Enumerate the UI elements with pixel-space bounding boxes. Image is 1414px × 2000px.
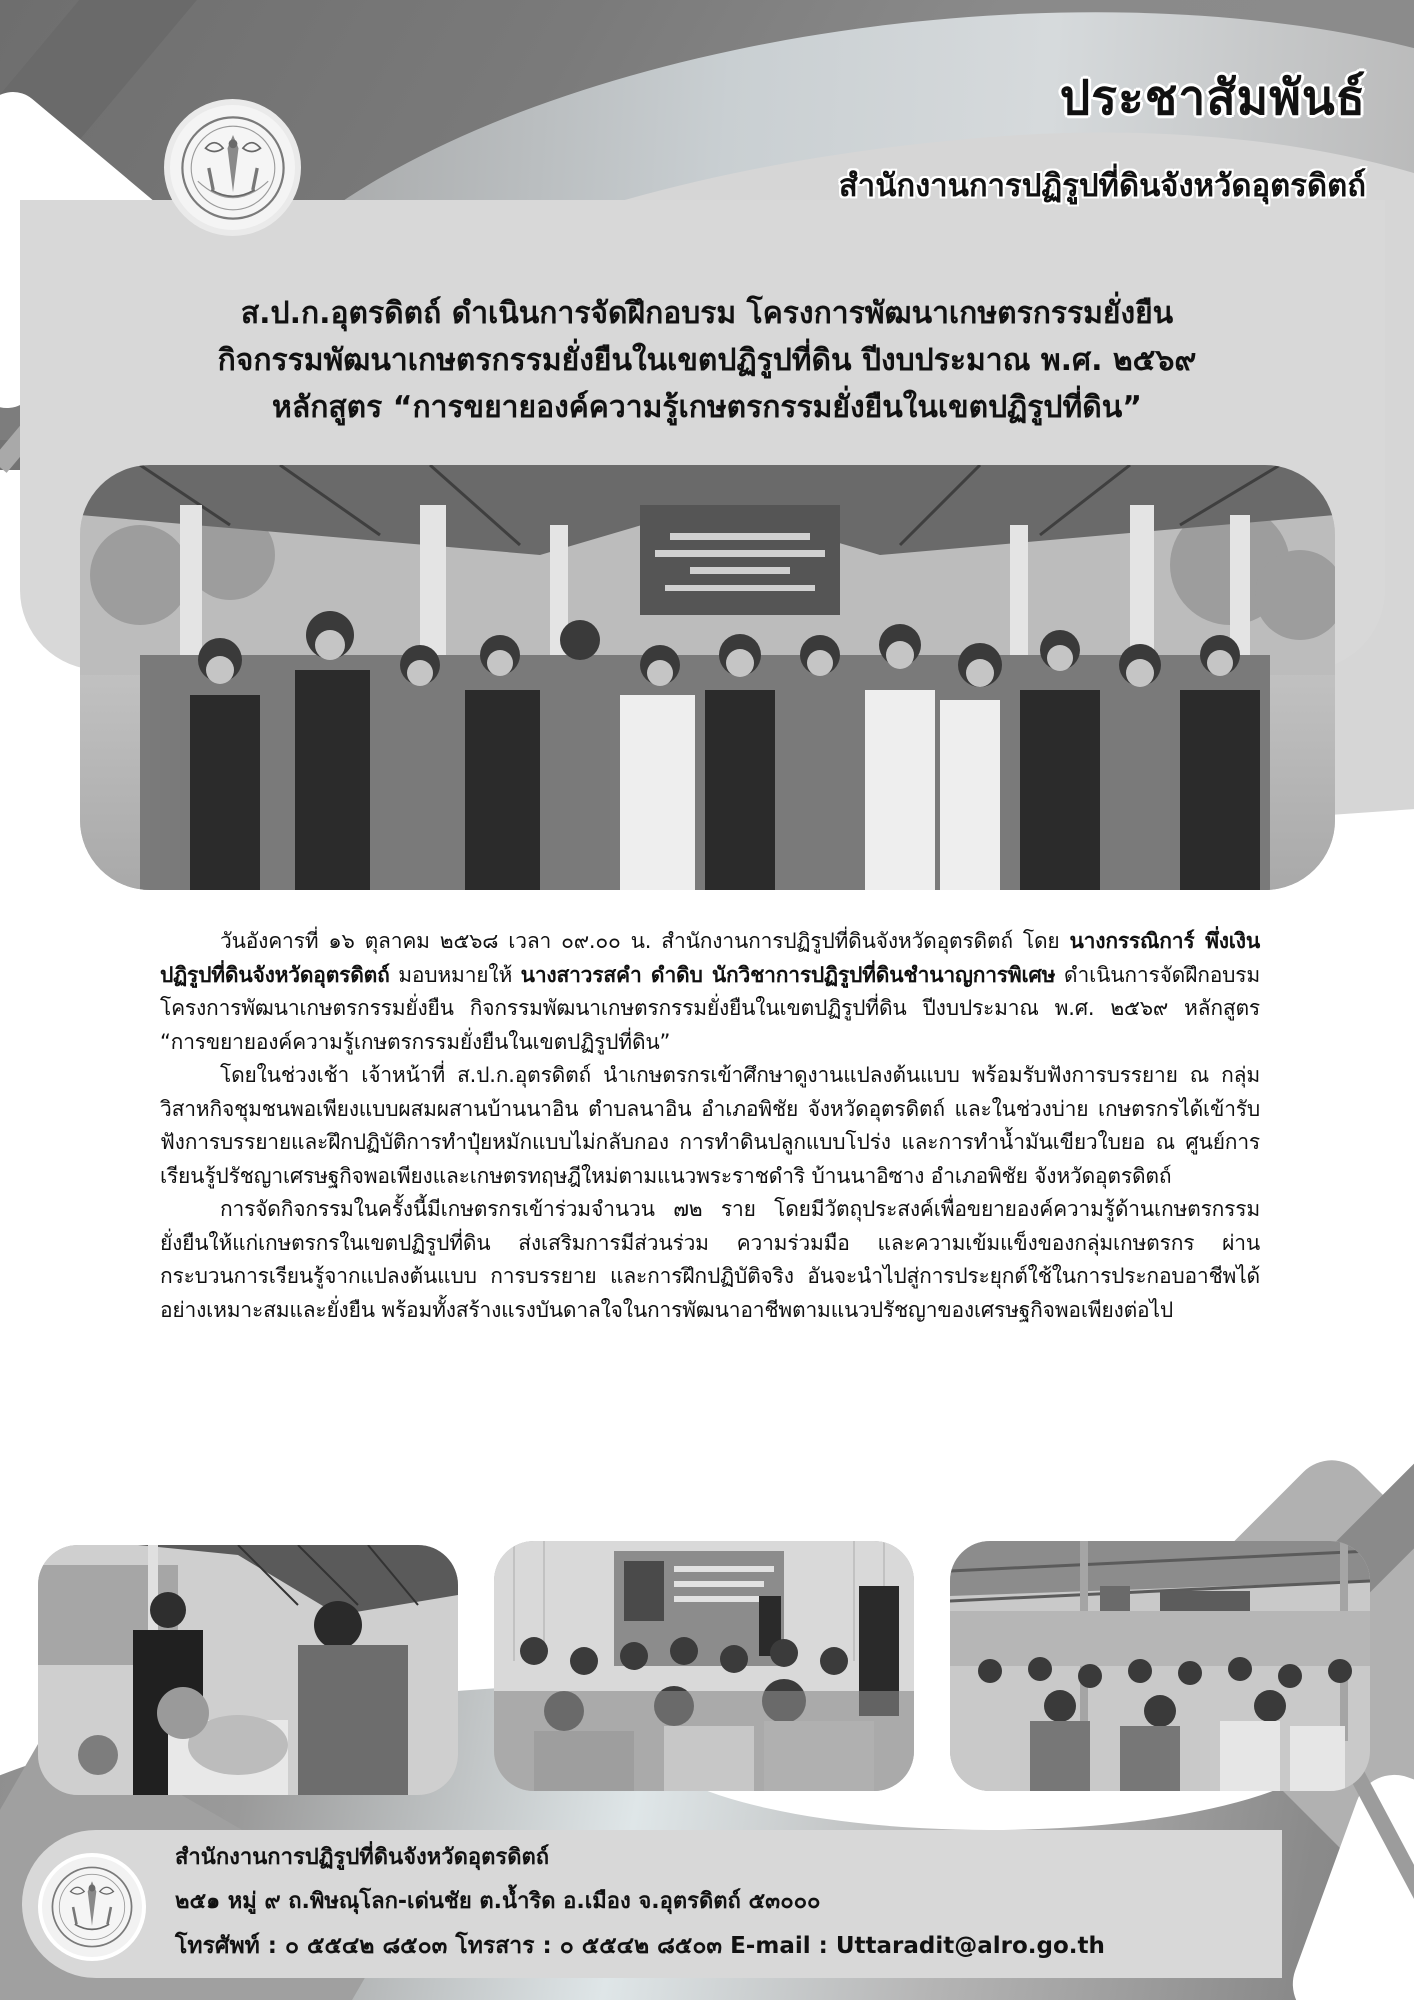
photo-3-image xyxy=(950,1541,1370,1791)
paragraph-1-text-c: ดำเนินการจัดฝึกอบรมโครงการพัฒนาเกษตรกรรมยั่งยืน กิจกรรมพัฒนาเกษตรกรรมยั่งยืนในเขตปฏิรูปที่ดิน ปีงบประมาณ พ.ศ. ๒๕๖๙ หลักสูตร “การขยายองค์ความรู้เกษตรกรรมยั่งยืนในเขตปฏิรูปที่ดิน” xyxy=(160,962,1260,1054)
main-group-photo xyxy=(80,465,1335,890)
paragraph-2: โดยในช่วงเช้า เจ้าหน้าที่ ส.ป.ก.อุตรดิตถ์ นำเกษตรกรเข้าศึกษาดูงานแปลงต้นแบบ พร้อมรับฟังการบรรยาย ณ กลุ่มวิสาหกิจชุมชนพอเพียงแบบผสมผสานบ้านนาอิน ตำบลนาอิน อำเภอพิชัย จังหวัดอุตรดิตถ์ และในช่วงบ่าย เกษตรกรได้เข้ารับฟังการบรรยายและฝึกปฏิบัติการทำปุ๋ยหมักแบบไม่กลับกอง การทำดินปลูกแบบโปร่ง และการทำน้ำมันเขียวใบยอ ณ ศูนย์การเรียนรู้ปรัชญาเศรษฐกิจพอเพียงและเกษตรทฤษฎีใหม่ตามแนวพระราชดำริ บ้านนาอิซาง อำเภอพิชัย จังหวัดอุตรดิตถ์ xyxy=(160,1063,1260,1188)
footer-contact: โทรศัพท์ : ๐ ๕๕๔๒ ๘๕๐๓ โทรสาร : ๐ ๕๕๔๒ ๘๕๐๓ E-mail : Uttaradit@alro.go.th xyxy=(175,1933,1105,1959)
group-photo-image xyxy=(80,465,1335,890)
article-body xyxy=(160,925,1260,1327)
photo-2-image xyxy=(494,1541,914,1791)
footer-org-name: สำนักงานการปฏิรูปที่ดินจังหวัดอุตรดิตถ์ xyxy=(175,1845,550,1870)
paragraph-1-text-b: มอบหมายให้ xyxy=(389,962,521,987)
paragraph-1-text-a: วันอังคารที่ ๑๖ ตุลาคม ๒๕๖๘ เวลา ๐๙.๐๐ น. สำนักงานการปฏิรูปที่ดินจังหวัดอุตรดิตถ์ โดย xyxy=(220,929,1070,953)
photo-1-image xyxy=(38,1545,458,1795)
headline xyxy=(100,290,1314,431)
photo-pavilion-audience xyxy=(950,1541,1370,1791)
headline-line-1: ส.ป.ก.อุตรดิตถ์ ดำเนินการจัดฝึกอบรม โครงการพัฒนาเกษตรกรรมยั่งยืน xyxy=(240,296,1174,331)
header-title: ประชาสัมพันธ์ xyxy=(1059,70,1366,126)
footer-seal-graphic xyxy=(49,1864,135,1950)
headline-line-3: หลักสูตร “การขยายองค์ความรู้เกษตรกรรมยั่งยืนในเขตปฏิรูปที่ดิน” xyxy=(272,390,1142,425)
paragraph-1 xyxy=(160,925,1260,1059)
alro-seal-icon xyxy=(170,105,295,230)
footer-contact-block xyxy=(175,1836,1105,1968)
footer-address: ๒๕๑ หมู่ ๙ ถ.พิษณุโลก-เด่นชัย ต.น้ำริด อ.เมือง จ.อุตรดิตถ์ ๕๓๐๐๐ xyxy=(175,1889,821,1914)
photo-lecture-hall xyxy=(494,1541,914,1791)
alro-seal-icon xyxy=(42,1857,142,1957)
header-subtitle: สำนักงานการปฏิรูปที่ดินจังหวัดอุตรดิตถ์ xyxy=(838,168,1366,204)
officer-name: นางสาวรสคำ ดำดิบ นักวิชาการปฏิรูปที่ดินชำนาญการพิเศษ xyxy=(520,962,1056,987)
photo-cooking-practice xyxy=(38,1545,458,1795)
headline-line-2: กิจกรรมพัฒนาเกษตรกรรมยั่งยืนในเขตปฏิรูปที่ดิน ปีงบประมาณ พ.ศ. ๒๕๖๙ xyxy=(217,343,1197,378)
director-name: นางกรรณิการ์ พึ่งเงิน ปฏิรูปที่ดินจังหวัดอุตรดิตถ์ xyxy=(160,929,1260,987)
seal-graphic xyxy=(178,113,288,223)
paragraph-3: การจัดกิจกรรมในครั้งนี้มีเกษตรกรเข้าร่วมจำนวน ๗๒ ราย โดยมีวัตถุประสงค์เพื่อขยายองค์ความรู้ด้านเกษตรกรรมยั่งยืนให้แก่เกษตรกรในเขตปฏิรูปที่ดิน ส่งเสริมการมีส่วนร่วม ความร่วมมือ และความเข้มแข็งของกลุ่มเกษตรกร ผ่านกระบวนการเรียนรู้จากแปลงต้นแบบ การบรรยาย และการฝึกปฏิบัติจริง อันจะนำไปสู่การประยุกต์ใช้ในการประกอบอาชีพได้อย่างเหมาะสมและยั่งยืน พร้อมทั้งสร้างแรงบันดาลใจในการพัฒนาอาชีพตามแนวปรัชญาของเศรษฐกิจพอเพียงต่อไป xyxy=(160,1197,1260,1322)
